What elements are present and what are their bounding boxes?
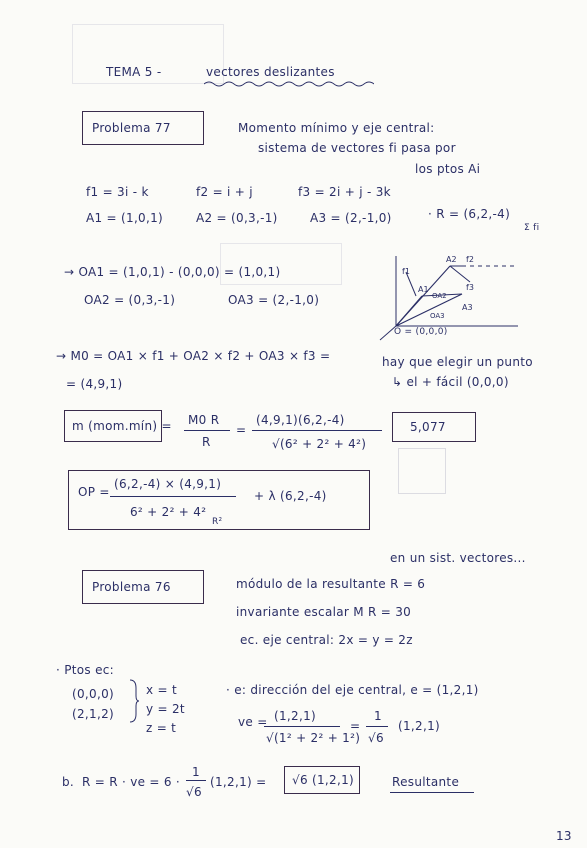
point-1: (0,0,0) [72, 687, 114, 701]
final-fraction-bar [186, 780, 206, 781]
diagram-note-2: ↳ el + fácil (0,0,0) [392, 375, 509, 389]
mmin-fraction-bar [184, 430, 230, 431]
f2-def: f2 = i + j [196, 185, 253, 199]
mmin-num: M0 R [188, 413, 220, 427]
problem-77-desc3: los ptos Ai [415, 162, 481, 176]
A3-def: A3 = (2,-1,0) [310, 211, 392, 225]
svg-text:OA3: OA3 [430, 312, 445, 320]
svg-text:OA2: OA2 [432, 292, 447, 300]
svg-text:f3: f3 [466, 283, 474, 292]
svg-text:f2: f2 [466, 255, 474, 264]
mmin-label: m (mom.mín) = [72, 419, 172, 433]
R-sum: Σ fi [524, 223, 540, 233]
e-direction-line: · e: dirección del eje central, e = (1,2,1) [226, 683, 479, 697]
param-x: x = t [146, 683, 177, 697]
problem-76-line2: invariante escalar M R = 30 [236, 605, 412, 619]
ve-tail: (1,2,1) [398, 719, 440, 733]
ptos-label: · Ptos ec: [56, 663, 115, 677]
ve-fraction-bar [264, 726, 340, 727]
OA3-line: OA3 = (2,-1,0) [228, 293, 320, 307]
point-2: (2,1,2) [72, 707, 114, 721]
ve-fraction-bar-2 [366, 726, 388, 727]
problem-77-desc2: sistema de vectores fi pasa por [258, 141, 456, 155]
diagram-note: hay que elegir un punto [382, 355, 533, 369]
final-tail: (1,2,1) = [210, 775, 267, 789]
svg-text:A2: A2 [446, 255, 457, 264]
f3-def: f3 = 2i + j - 3k [298, 185, 391, 199]
ve-eq: = [350, 719, 361, 733]
mmin-fraction-bar-2 [252, 430, 382, 431]
M0-value: = (4,9,1) [66, 377, 123, 391]
final-eq: R = R · ve = 6 · [82, 775, 181, 789]
ve-num: (1,2,1) [274, 709, 316, 723]
ve-den2: √6 [368, 731, 384, 745]
final-frac-num: 1 [192, 765, 200, 779]
op-r2: R² [212, 517, 223, 527]
OA1-line: → OA1 = (1,0,1) - (0,0,0) = (1,0,1) [64, 265, 281, 279]
tema-label: TEMA 5 - [106, 65, 162, 79]
param-y: y = 2t [146, 702, 185, 716]
OA2-line: OA2 = (0,3,-1) [84, 293, 176, 307]
op-num: (6,2,-4) × (4,9,1) [114, 477, 222, 491]
R-def: · R = (6,2,-4) [428, 207, 511, 221]
problem-77-desc: Momento mínimo y eje central: [238, 121, 435, 135]
page-title: vectores deslizantes [206, 65, 335, 79]
points-brace [128, 678, 140, 724]
op-den: 6² + 2² + 4² [130, 505, 207, 519]
mmin-den2: √(6² + 2² + 4²) [272, 437, 367, 451]
A2-def: A2 = (0,3,-1) [196, 211, 278, 225]
final-frac-den: √6 [186, 785, 202, 799]
problem-76-label: Problema 76 [92, 580, 171, 594]
bleed-through-box [398, 448, 446, 494]
op-fraction-bar [110, 496, 236, 497]
diagram-origin: O = (0,0,0) [394, 327, 448, 337]
problem-77-label: Problema 77 [92, 121, 171, 135]
problem-76-line1: módulo de la resultante R = 6 [236, 577, 426, 591]
mmin-den: R [202, 435, 211, 449]
ve-label: ve = [238, 715, 268, 729]
page-number: 13 [556, 829, 572, 843]
f1-def: f1 = 3i - k [86, 185, 149, 199]
final-result: √6 (1,2,1) [292, 773, 354, 787]
final-b-label: b. [62, 775, 75, 789]
A1-def: A1 = (1,0,1) [86, 211, 164, 225]
problem-76-intro: en un sist. vectores... [390, 551, 526, 565]
svg-text:f1: f1 [402, 267, 410, 276]
M0-line: → M0 = OA1 × f1 + OA2 × f2 + OA3 × f3 = [56, 349, 331, 363]
op-label: OP = [78, 485, 110, 499]
ve-num2: 1 [374, 709, 382, 723]
mmin-result: 5,077 [410, 420, 446, 434]
mmin-eq: = [236, 423, 247, 437]
mmin-num2: (4,9,1)(6,2,-4) [256, 413, 345, 427]
op-tail: + λ (6,2,-4) [254, 489, 327, 503]
title-wavy-underline [204, 80, 374, 88]
problem-76-line3: ec. eje central: 2x = y = 2z [240, 633, 413, 647]
param-z: z = t [146, 721, 177, 735]
svg-text:A1: A1 [418, 285, 429, 294]
final-result-label: Resultante [392, 775, 460, 789]
final-label-underline [390, 792, 474, 793]
svg-text:A3: A3 [462, 303, 473, 312]
ve-den: √(1² + 2² + 1²) [266, 731, 361, 745]
